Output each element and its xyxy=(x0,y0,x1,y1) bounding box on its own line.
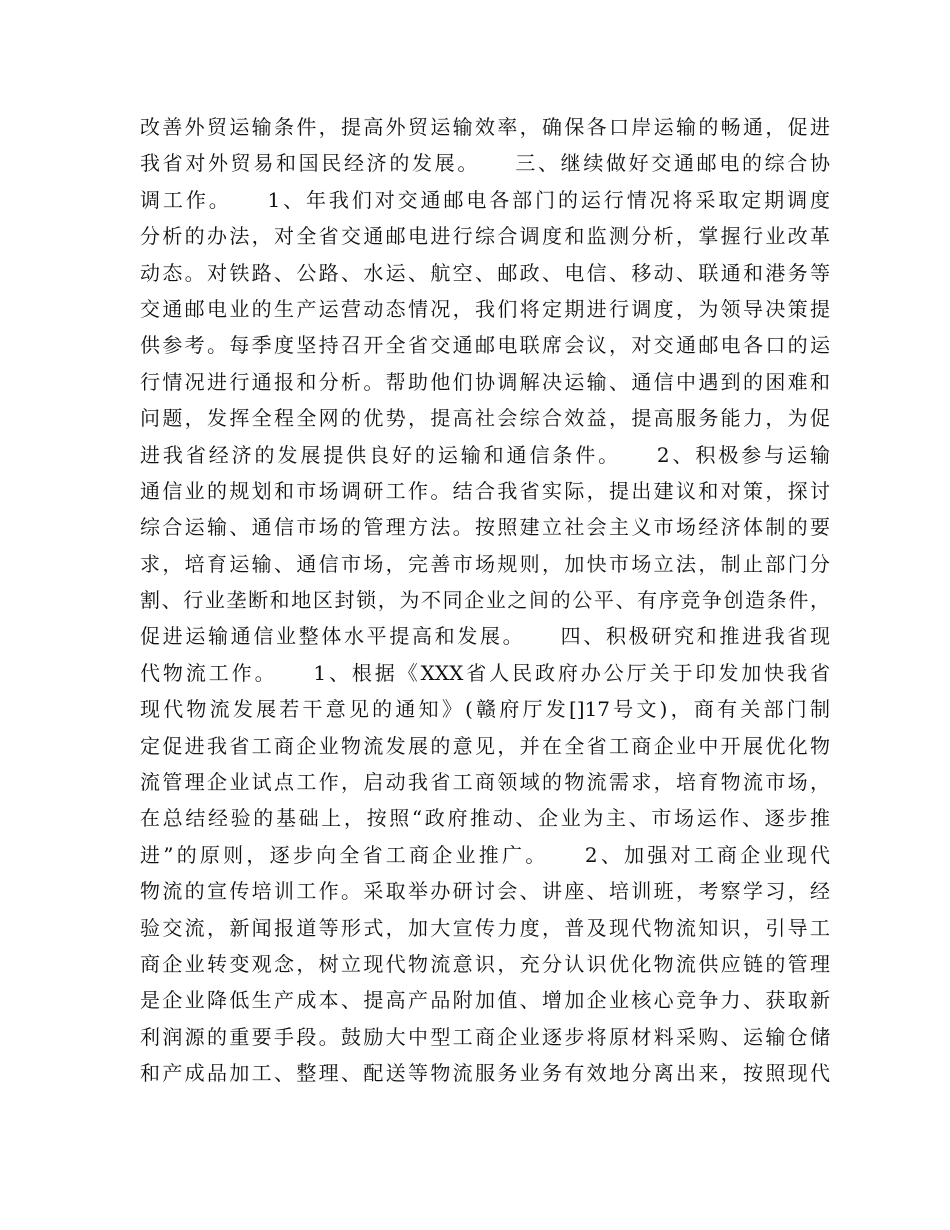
text-line: 是企业降低生产成本、提高产品附加值、增加企业核心竞争力、获取新 xyxy=(140,988,830,1013)
text-line: 调工作。 1、年我们对交通邮电各部门的运行情况将采取定期调度 xyxy=(140,187,830,212)
text-line: 通信业的规划和市场调研工作。结合我省实际，提出建议和对策，探讨 xyxy=(140,478,830,503)
text-line: 综合运输、通信市场的管理方法。按照建立社会主义市场经济体制的要 xyxy=(140,515,830,540)
text-line: 代物流工作。 1、根据《XXX省人民政府办公厅关于印发加快我省 xyxy=(140,660,830,685)
text-line: 进我省经济的发展提供良好的运输和通信条件。 2、积极参与运输 xyxy=(140,442,830,467)
text-line: 促进运输通信业整体水平提高和发展。 四、积极研究和推进我省现 xyxy=(140,624,830,649)
text-line: 交通邮电业的生产运营动态情况，我们将定期进行调度，为领导决策提 xyxy=(140,296,830,321)
text-line: 分析的办法，对全省交通邮电进行综合调度和监测分析，掌握行业改革 xyxy=(140,224,830,249)
body-text xyxy=(140,109,830,1092)
text-line: 动态。对铁路、公路、水运、航空、邮政、电信、移动、联通和港务等 xyxy=(140,260,830,285)
text-line: 商企业转变观念，树立现代物流意识，充分认识优化物流供应链的管理 xyxy=(140,951,830,976)
text-line: 和产成品加工、整理、配送等物流服务业务有效地分离出来，按照现代 xyxy=(140,1061,830,1086)
text-line: 流管理企业试点工作，启动我省工商领域的物流需求，培育物流市场， xyxy=(140,770,830,795)
text-line: 利润源的重要手段。鼓励大中型工商企业逐步将原材料采购、运输仓储 xyxy=(140,1024,830,1049)
text-line: 供参考。每季度坚持召开全省交通邮电联席会议，对交通邮电各口的运 xyxy=(140,333,830,358)
text-line: 求，培育运输、通信市场，完善市场规则，加快市场立法，制止部门分 xyxy=(140,551,830,576)
text-line: 在总结经验的基础上，按照“政府推动、企业为主、市场运作、逐步推 xyxy=(140,806,830,831)
text-line: 改善外贸运输条件，提高外贸运输效率，确保各口岸运输的畅通，促进 xyxy=(140,115,830,139)
text-line: 现代物流发展若干意见的通知》(赣府厅发[]17号文)，商有关部门制 xyxy=(140,697,830,722)
text-line: 行情况进行通报和分析。帮助他们协调解决运输、通信中遇到的困难和 xyxy=(140,369,830,394)
text-line: 定促进我省工商企业物流发展的意见，并在全省工商企业中开展优化物 xyxy=(140,733,830,758)
text-line: 我省对外贸易和国民经济的发展。 三、继续做好交通邮电的综合协 xyxy=(140,151,830,176)
text-line: 物流的宣传培训工作。采取举办研讨会、讲座、培训班，考察学习，经 xyxy=(140,879,830,904)
text-line: 问题，发挥全程全网的优势，提高社会综合效益，提高服务能力，为促 xyxy=(140,406,830,431)
text-line: 进”的原则，逐步向全省工商企业推广。 2、加强对工商企业现代 xyxy=(140,842,830,867)
text-line: 割、行业垄断和地区封锁，为不同企业之间的公平、有序竞争创造条件， xyxy=(140,588,830,613)
text-line: 验交流，新闻报道等形式，加大宣传力度，普及现代物流知识，引导工 xyxy=(140,915,830,940)
